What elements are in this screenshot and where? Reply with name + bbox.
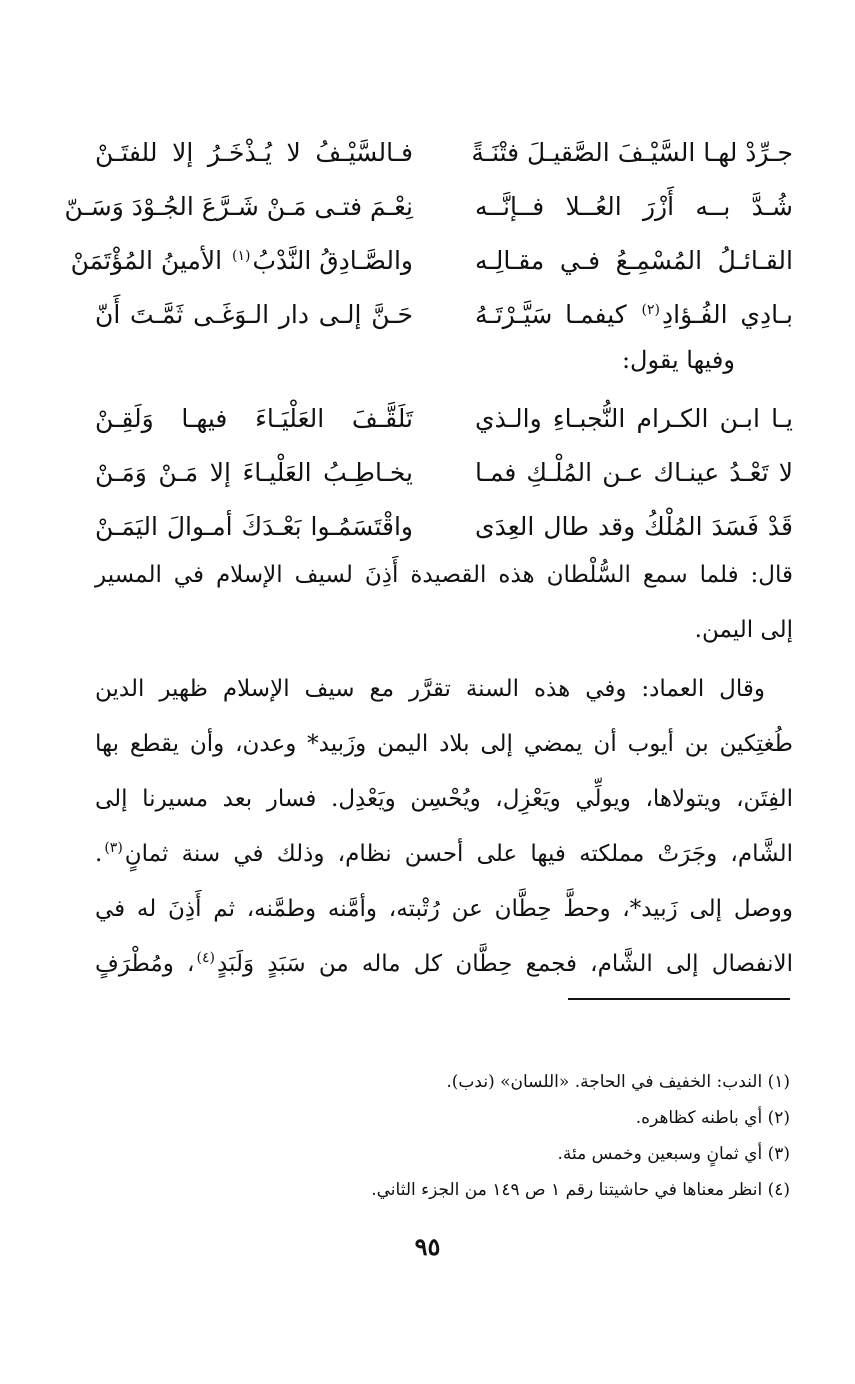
footnote-marker: (٤) bbox=[196, 950, 215, 967]
paragraph-line: طُغتِكين بن أيوب أن يمضي إلى بلاد اليمن وزَبيد* وعدن، وأن يقطع بها bbox=[95, 731, 793, 757]
verse-second-hemistich bbox=[70, 234, 413, 288]
paragraph-text: الشَّام، وجَرَتْ مملكته فيها على أحسن نظام، وذلك في سنة ثمانٍ bbox=[124, 841, 793, 867]
verse-second-hemistich: فـالسَّيْـفُ لا يُـذْخَـرُ إلا للفتَـنْ bbox=[95, 138, 413, 167]
footnote-separator bbox=[568, 998, 790, 1000]
footnote: (٤) انظر معناها في حاشيتنا رقم ١ ص ١٤٩ من الجزء الثاني. bbox=[371, 1180, 790, 1200]
page-number: ٩٥ bbox=[414, 1232, 441, 1261]
paragraph-line: الفِتَن، ويتولاها، ويولِّي ويَعْزِل، ويُحْسِن ويَعْدِل. فسار بعد مسيرنا إلى bbox=[95, 786, 793, 812]
paragraph-2 bbox=[95, 662, 793, 992]
paragraph-line: قال: فلما سمع السُّلْطان هذه القصيدة أَذِنَ لسيف الإسلام في المسير bbox=[95, 562, 793, 588]
verse-row bbox=[70, 234, 793, 288]
paragraph-1 bbox=[95, 548, 793, 658]
verse-row bbox=[95, 126, 793, 180]
verse-second-hemistich: واقْتَسَمُـوا بَعْـدَكَ أمـوالَ اليَمَـنْ bbox=[95, 512, 413, 541]
verse-second-hemistich: حَـنَّ إلـى دار الـوَغَـى ثَمَّـتَ أَنّ bbox=[95, 300, 413, 329]
verse-row bbox=[95, 392, 793, 446]
verse-text: بـادِي الفُـؤادِ bbox=[662, 300, 793, 329]
poem-intro: وفيها يقول: bbox=[621, 346, 735, 374]
verse-text: كيفمـا سَيَّـرْتَـهُ bbox=[475, 300, 640, 329]
paragraph-line: إلى اليمن. bbox=[694, 617, 793, 643]
paragraph-line bbox=[95, 827, 793, 882]
footnotes bbox=[270, 1064, 790, 1208]
verse-second-hemistich: نِعْـمَ فتـى مَـنْ شَـرَّعَ الجُـوْدَ وَسَـنّ bbox=[64, 192, 413, 221]
paragraph-line bbox=[95, 937, 793, 992]
verse-second-hemistich: يخـاطِـبُ العَلْيـاءَ إلا مَـنْ وَمَـنْ bbox=[95, 458, 413, 487]
verse-first-hemistich: يـا ابـن الكـرام النُّجبـاءِ والـذي bbox=[475, 404, 793, 433]
footnote: (١) الندب: الخفيف في الحاجة. «اللسان» (ندب). bbox=[446, 1072, 790, 1092]
verse-first-hemistich: قَدْ فَسَدَ المُلْكُ وقد طال العِدَى bbox=[475, 512, 793, 541]
verse-row bbox=[95, 288, 793, 342]
footnote-marker: (٢) bbox=[641, 301, 660, 318]
footnote-marker: (١) bbox=[232, 247, 251, 264]
paragraph-line: ووصل إلى زَبيد*، وحطَّ حِطَّان عن رُتْبته، وأمَّنه وطمَّنه، ثم أَذِنَ له في bbox=[95, 896, 793, 922]
paragraph-text: ، ومُطْرَفٍ bbox=[95, 951, 195, 977]
verse-row bbox=[95, 500, 793, 554]
verse-second-hemistich: تَلَقَّـفَ العَلْيَـاءَ فيهـا وَلَقِـنْ bbox=[95, 404, 413, 433]
verse-first-hemistich: شُـدَّ بــه أَزْرَ العُــلا فــإنَّــه bbox=[475, 192, 793, 221]
paragraph-text: الانفصال إلى الشَّام، فجمع حِطَّان كل ماله من سَبَدٍ وَلَبَدٍ bbox=[216, 951, 793, 977]
footnote-marker: (٣) bbox=[104, 840, 123, 857]
paragraph-line: وقال العماد: وفي هذه السنة تقرَّر مع سيف الإسلام ظهير الدين bbox=[95, 676, 765, 702]
verse-first-hemistich: لا تَعْـدُ عينـاك عـن المُلْـكِ فمـا bbox=[475, 458, 793, 487]
verse-first-hemistich: القـائـلُ المُسْمِـعُ فـي مقـالِـه bbox=[475, 246, 793, 275]
footnote: (٣) أي ثمانٍ وسبعين وخمس مئة. bbox=[557, 1144, 790, 1164]
verse-row bbox=[64, 180, 793, 234]
verse-text: والصَّـادِقُ النَّدْبُ bbox=[252, 246, 413, 275]
verse-row bbox=[95, 446, 793, 500]
paragraph-text: . bbox=[95, 841, 103, 867]
verse-first-hemistich bbox=[475, 288, 793, 342]
footnote: (٢) أي باطنه كظاهره. bbox=[635, 1108, 790, 1128]
verse-text: الأمينُ المُؤْتَمَنْ bbox=[70, 246, 231, 275]
verse-first-hemistich: جـرِّدْ لهـا السَّيْـفَ الصَّقيـلَ فتْنَـةً bbox=[471, 138, 793, 167]
poem-block-2 bbox=[95, 392, 793, 554]
poem-block-1 bbox=[64, 126, 793, 342]
